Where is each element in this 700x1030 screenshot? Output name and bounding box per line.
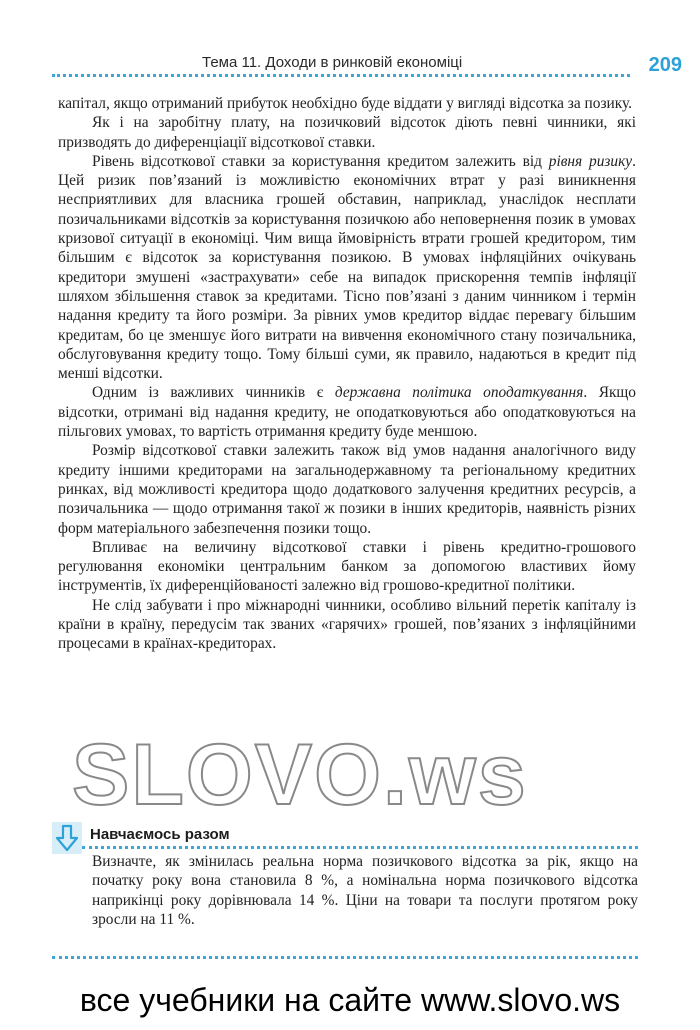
watermark: SLOVO.ws bbox=[72, 727, 528, 823]
section-title: Навчаємось разом bbox=[90, 826, 230, 843]
paragraph: капітал, якщо отриманий прибуток необхідно буде віддати у вигляді відсотка за позику. bbox=[58, 95, 633, 112]
term-tax-policy: державна політика оподаткування bbox=[334, 384, 584, 402]
paragraph: Розмір відсоткової ставки залежить також від умов надання аналогічного виду кредиту іншими кредиторами на загальнодержавному та регіональному кредитних ринках, від можливості кредитора щодо додаткового залучення кредитних ресурсів, а позичальника — щодо отримання такої ж позики в інших кредиторів, наявність різних форм матеріального забезпечення позики тощо. bbox=[58, 442, 636, 537]
paragraph: Як і на заробітну плату, на позичковий відсоток діють певні чинники, які призводять до диференціації відсоткової ставки. bbox=[58, 114, 636, 151]
section-divider bbox=[82, 846, 638, 849]
footer-caption: все учебники на сайте www.slovo.ws bbox=[79, 982, 621, 1018]
paragraph: Рівень відсоткової ставки за користування кредитом залежить від рівня ризику. Цей ризик пов’язаний із можливістю економічних втрат у разі виникнення несприятливих для власника грошей обставин, наприклад, унаслідок несплати позичальниками відсотків за користування позичкою або неповернення позик в умовах кризової ситуації в економіці. Чим вища ймовірність втрати грошей кредитором, тим більшим є відсоток за користування позикою. В умовах інфляційних очікувань кредитори змушені «застрахувати» себе на випадок прискорення темпів інфляції шляхом збільшення ставок за кредитами. Тісно пов’язані з даним чинником і термін надання кредиту та його розміри. За рівних умов кредитор віддає перевагу більшим кредитам, бо це зменшує його витрати на вивчення економічного стану позичальника, обслуговування кредиту тощо. Тому більші суми, як правило, надаються в кредит під менші відсотки. bbox=[58, 152, 636, 383]
paragraph: Впливає на величину відсоткової ставки і рівень кредитно-грошового регулювання економіки центральним банком за допомогою властивих йому інструментів, їх диференційованості залежно від грошово-кредитної політики. bbox=[58, 538, 636, 595]
page-number: 209 bbox=[648, 54, 682, 76]
learn-together-section bbox=[52, 822, 638, 962]
arrow-down-icon bbox=[52, 822, 82, 854]
header-divider bbox=[52, 74, 630, 77]
chapter-title: Тема 11. Доходи в ринковій економіці bbox=[202, 54, 463, 71]
task-text: Визначте, як змінилась реальна норма позичкового відсотка за рік, якщо на початку року вона становила 8 %, а номінальна норма позичкового відсотка наприкінці року дорівнювала 14 %. Ціни на товари та послуги протягом року зросли на 11 %. bbox=[92, 853, 638, 928]
page-header bbox=[52, 48, 682, 84]
term-risk-level: рівня ризику bbox=[548, 152, 633, 170]
main-text bbox=[58, 94, 636, 654]
paragraph: Одним із важливих чинників є державна політика оподаткування. Якщо відсотки, отримані від надання кредиту, не оподатковуються або оподатковуються на пільгових умовах, то вартість отримання кредиту буде меншою. bbox=[58, 384, 636, 441]
section-bottom-divider bbox=[52, 956, 638, 959]
paragraph: Не слід забувати і про міжнародні чинники, особливо вільний перетік капіталу із країни в країну, передусім так званих «гарячих» грошей, пов’язаних з інфляційними процесами в країнах-кредиторах. bbox=[58, 596, 636, 653]
